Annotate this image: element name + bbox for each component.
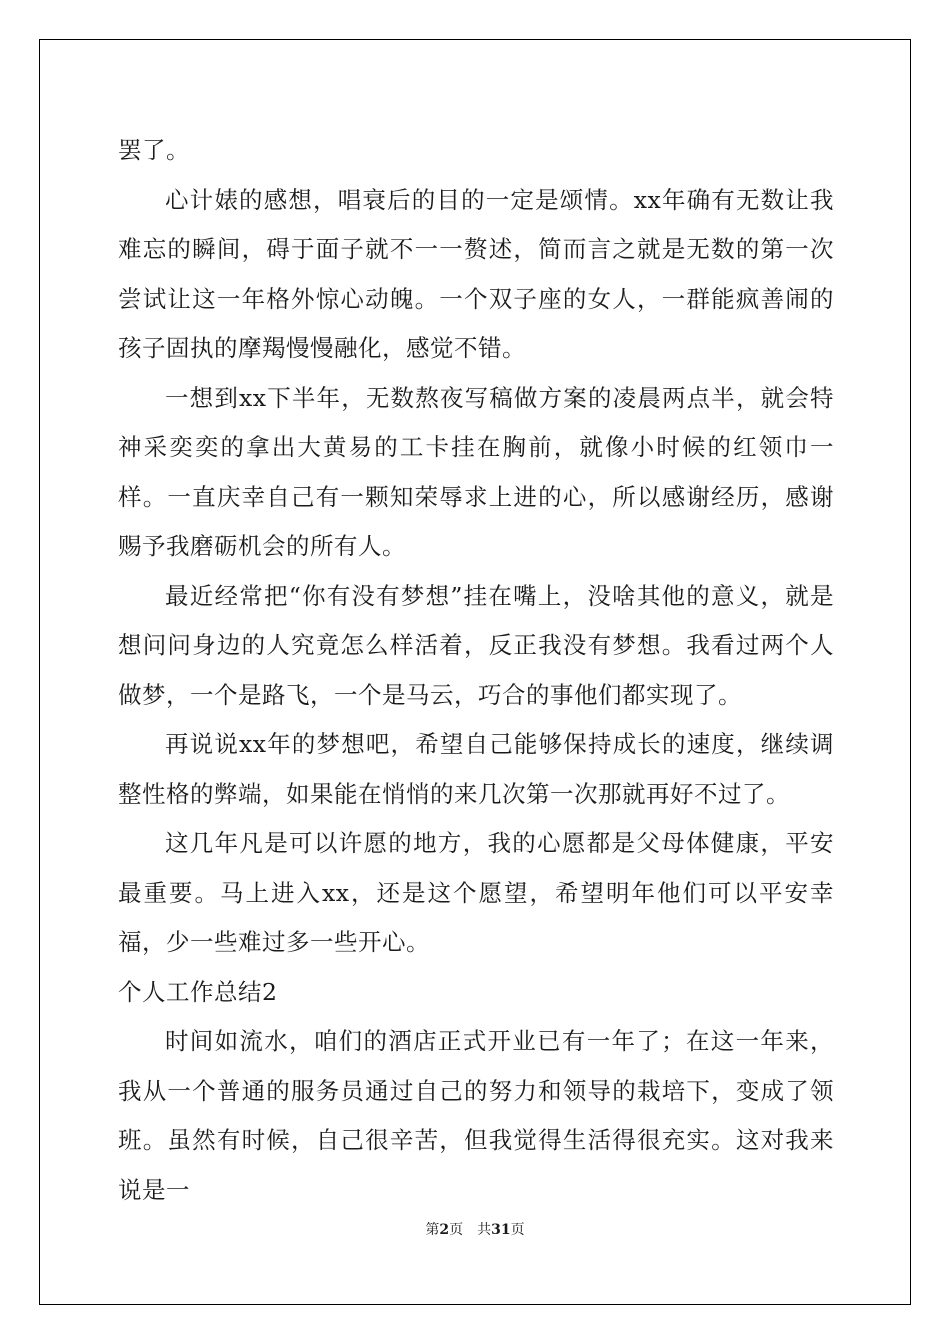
paragraph-4: 最近经常把“你有没有梦想”挂在嘴上，没啥其他的意义，就是想问问身边的人究竟怎么样活着，反正我没有梦想。我看过两个人做梦，一个是路飞，一个是马云，巧合的事他们都实现了。 — [118, 581, 834, 709]
page-prefix: 第 — [425, 1222, 440, 1238]
total-pages: 31 — [491, 1222, 511, 1238]
document-body — [118, 126, 834, 1215]
paragraph-1: 罢了。 — [118, 136, 190, 164]
paragraph-7: 时间如流水，咱们的酒店正式开业已有一年了；在这一年来，我从一个普通的服务员通过自己的努力和领导的栽培下，变成了领班。虽然有时候，自己很辛苦，但我觉得生活得很充实。这对我来说是一 — [118, 1027, 834, 1204]
total-suffix: 页 — [510, 1222, 525, 1238]
paragraph-2: 心计婊的感想，唱衰后的目的一定是颂情。xx年确有无数让我难忘的瞬间，碍于面子就不一一赘述，简而言之就是无数的第一次尝试让这一年格外惊心动魄。一个双子座的女人，一群能疯善闹的孩子固执的摩羯慢慢融化，感觉不错。 — [118, 185, 834, 362]
section-heading: 个人工作总结2 — [118, 977, 278, 1006]
paragraph-6: 这几年凡是可以许愿的地方，我的心愿都是父母体健康，平安最重要。马上进入xx，还是这个愿望，希望明年他们可以平安幸福，少一些难过多一些开心。 — [118, 829, 834, 956]
page-number: 2 — [439, 1222, 450, 1238]
page-footer — [0, 1219, 950, 1239]
paragraph-5: 再说说xx年的梦想吧，希望自己能够保持成长的速度，继续调整性格的弊端，如果能在悄悄的来几次第一次那就再好不过了。 — [118, 730, 834, 808]
page-suffix: 页 — [449, 1222, 464, 1238]
paragraph-3: 一想到xx下半年，无数熬夜写稿做方案的凌晨两点半，就会特神采奕奕的拿出大黄易的工卡挂在胸前，就像小时候的红领巾一样。一直庆幸自己有一颗知荣辱求上进的心，所以感谢经历，感谢赐予我磨砺机会的所有人。 — [118, 383, 834, 560]
total-prefix: 共 — [477, 1222, 492, 1238]
